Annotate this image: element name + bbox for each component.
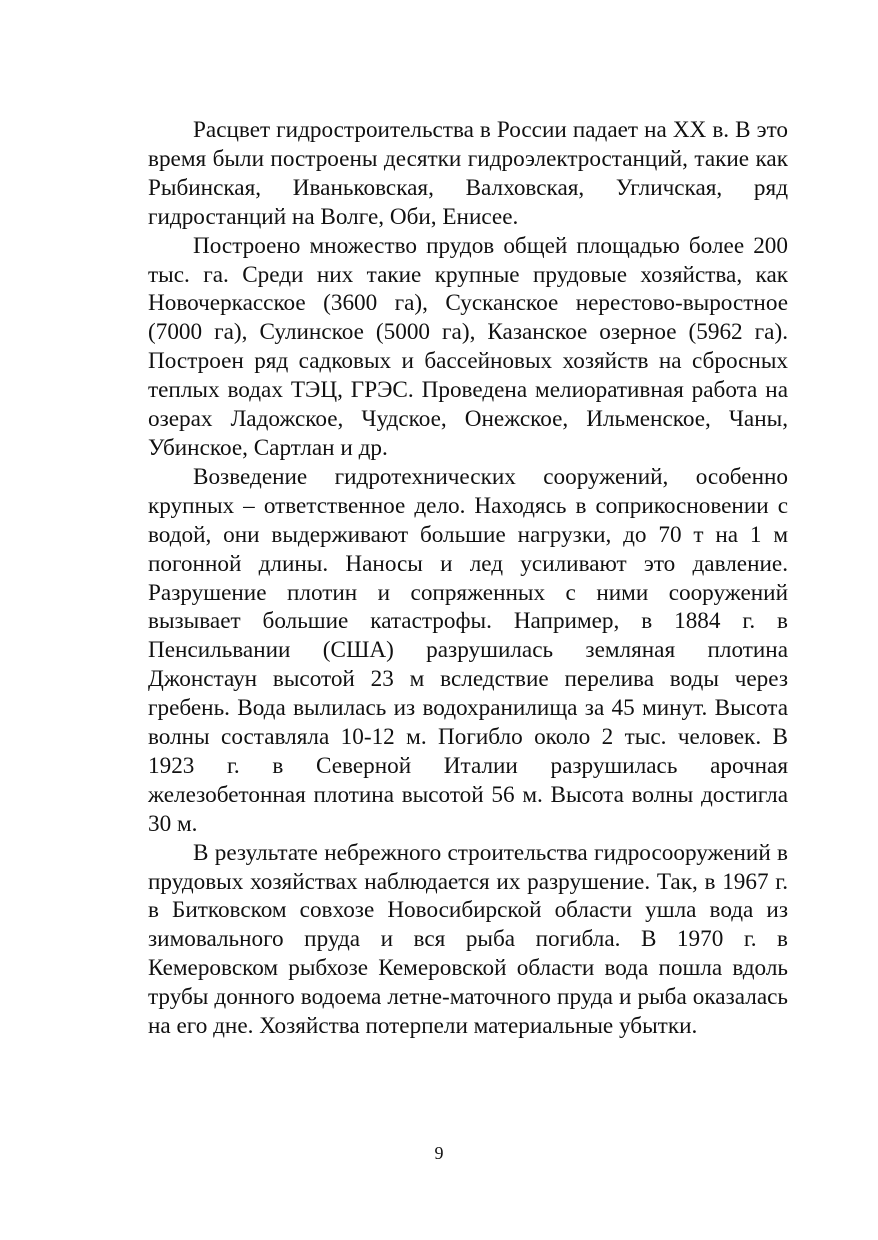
- paragraph-dam-failures: Возведение гидротехнических сооружений, особенно крупных – ответственное дело. Находясь в соприкосновении с водой, они выдерживают большие нагрузки, до 70 т на 1 м погонной длины. Наносы и лед усиливают это давление. Разрушение плотин и сопряженных с ними сооружений вызывает большие катастрофы. Например, в 1884 г. в Пенсильвании (США) разрушилась земляная плотина Джонстаун высотой 23 м вследствие перелива воды через гребень. Вода вылилась из водохранилища за 45 минут. Высота волны составляла 10-12 м. Погибло около 2 тыс. человек. В 1923 г. в Северной Италии разрушилась арочная железобетонная плотина высотой 56 м. Высота волны достигла 30 м.: [148, 463, 788, 837]
- page-number: 9: [434, 1143, 444, 1163]
- paragraph-hydro-construction-history: Расцвет гидростроительства в России падает на XX в. В это время были построены десятки гидроэлектростанций, такие как Рыбинская, Иваньковская, Валховская, Угличская, ряд гидростанций на Волге, Оби, Енисее.: [148, 117, 788, 230]
- paragraph-ponds-built: Построено множество прудов общей площадью более 200 тыс. га. Среди них такие крупные прудовые хозяйства, как Новочеркасское (3600 га), Сусканское нерестово-выростное (7000 га), Сулинское (5000 га), Казанское озерное (5962 га). Построен ряд садковых и бассейновых хозяйств на сбросных теплых водах ТЭЦ, ГРЭС. Проведена мелиоративная работа на озерах Ладожское, Чудское, Онежское, Ильменское, Чаны, Убинское, Сартлан и др.: [148, 232, 788, 461]
- body-text: [148, 116, 788, 1041]
- paragraph-careless-construction: В результате небрежного строительства гидросооружений в прудовых хозяйствах наблюдается их разрушение. Так, в 1967 г. в Битковском совхозе Новосибирской области ушла вода из зимовального пруда и вся рыба погибла. В 1970 г. в Кемеровском рыбхозе Кемеровской области вода пошла вдоль трубы донного водоема летне-маточного пруда и рыба оказалась на его дне. Хозяйства потерпели материальные убытки.: [148, 839, 788, 1040]
